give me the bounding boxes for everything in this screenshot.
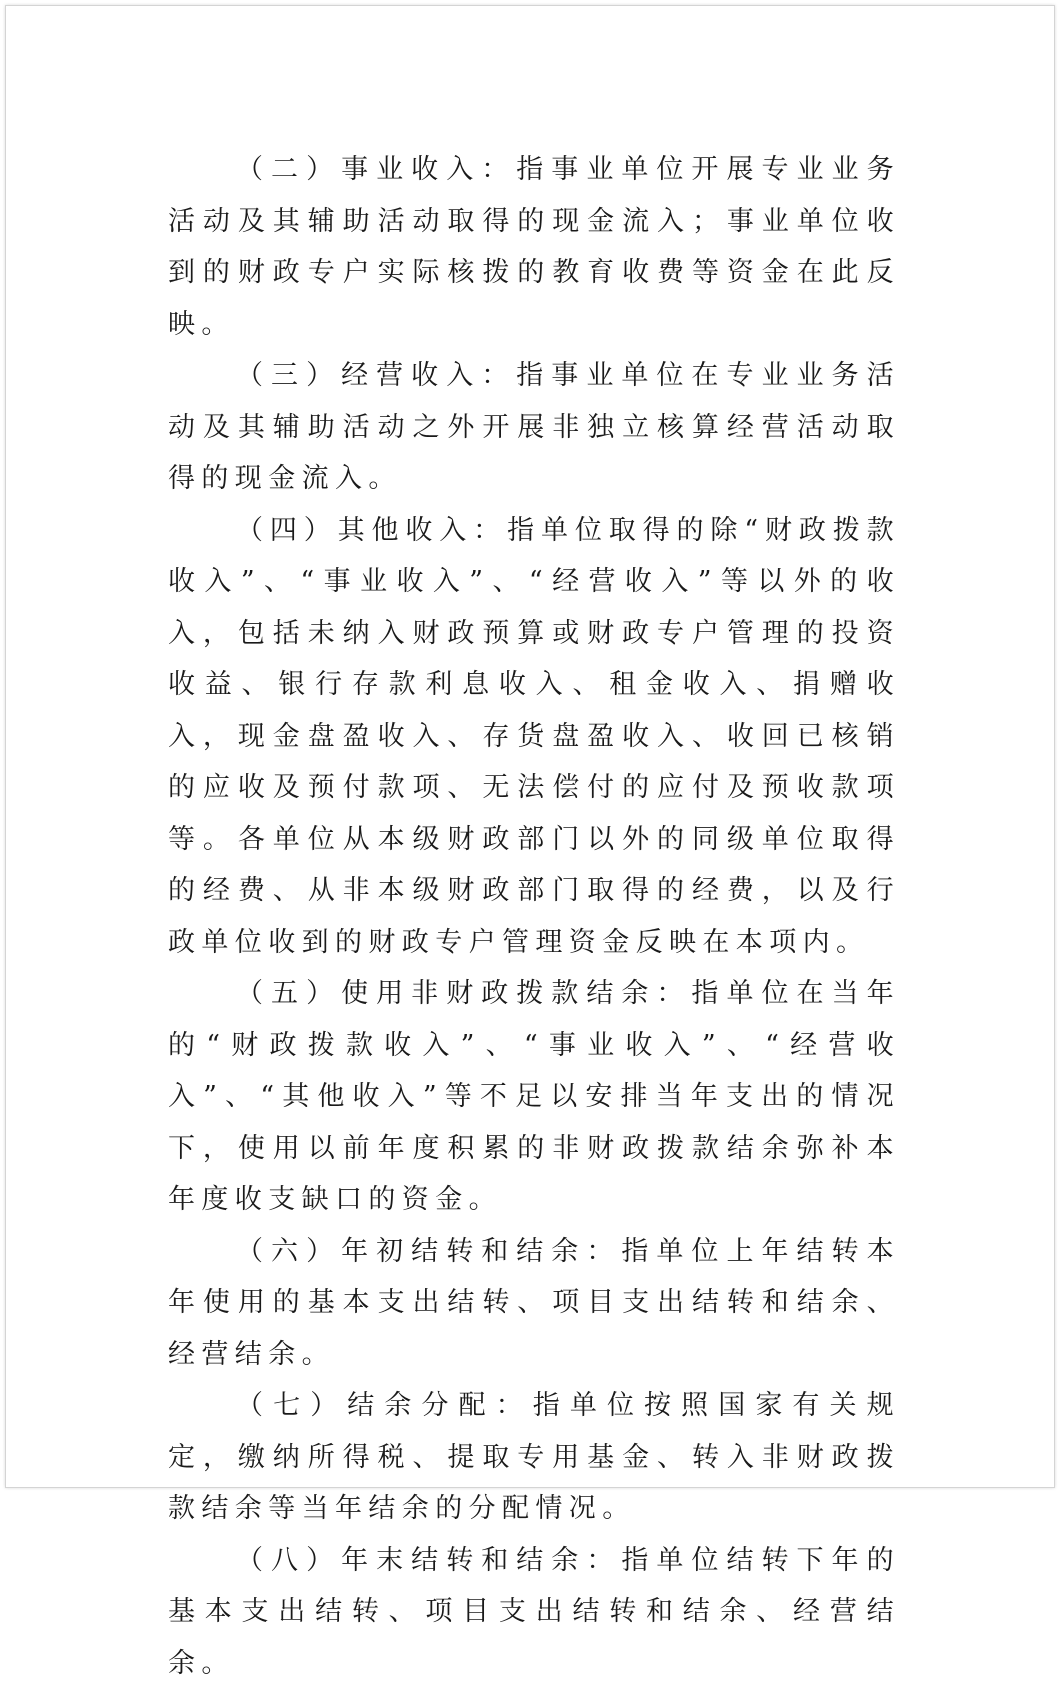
paragraph-operating-income: （三）经营收入：指事业单位在专业业务活动及其辅助活动之外开展非独立核算经营活动取得的现金流入。	[168, 350, 900, 505]
paragraph-other-income: （四）其他收入：指单位取得的除“财政拨款收入”、“事业收入”、“经营收入”等以外的收入，包括未纳入财政预算或财政专户管理的投资收益、银行存款利息收入、租金收入、捐赠收入，现金盘盈收入、存货盘盈收入、收回已核销的应收及预付款项、无法偿付的应付及预收款项等。各单位从本级财政部门以外的同级单位取得的经费、从非本级财政部门取得的经费，以及行政单位收到的财政专户管理资金反映在本项内。	[168, 505, 900, 969]
paragraph-ending-carryover: （八）年末结转和结余：指单位结转下年的基本支出结转、项目支出结转和结余、经营结余。	[168, 1535, 900, 1689]
paragraph-beginning-carryover: （六）年初结转和结余：指单位上年结转本年使用的基本支出结转、项目支出结转和结余、经营结余。	[168, 1226, 900, 1381]
paragraph-surplus-distribution: （七）结余分配：指单位按照国家有关规定，缴纳所得税、提取专用基金、转入非财政拨款结余等当年结余的分配情况。	[168, 1380, 900, 1535]
paragraph-business-income: （二）事业收入：指事业单位开展专业业务活动及其辅助活动取得的现金流入；事业单位收到的财政专户实际核拨的教育收费等资金在此反映。	[168, 144, 900, 350]
document-body	[168, 144, 900, 1689]
paragraph-non-fiscal-surplus-use: （五）使用非财政拨款结余：指单位在当年的“财政拨款收入”、“事业收入”、“经营收入”、“其他收入”等不足以安排当年支出的情况下，使用以前年度积累的非财政拨款结余弥补本年度收支缺口的资金。	[168, 968, 900, 1226]
document-page	[5, 5, 1055, 1488]
